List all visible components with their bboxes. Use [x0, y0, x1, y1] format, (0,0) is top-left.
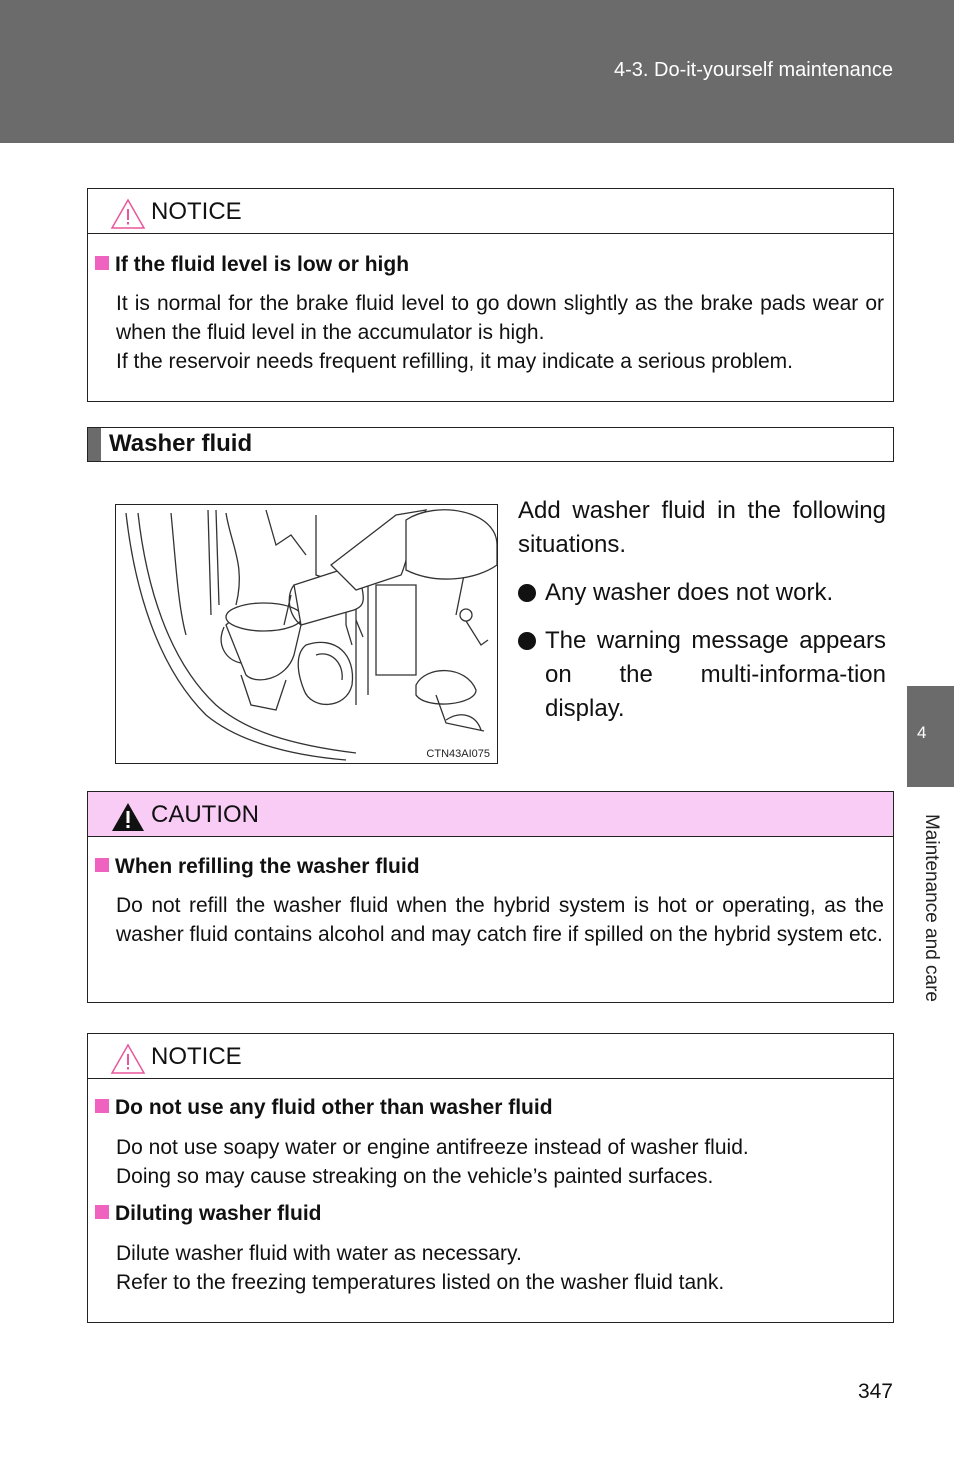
notice-item-title: Diluting washer fluid [95, 1202, 322, 1226]
washer-fluid-illustration [115, 504, 498, 764]
section-title-washer-fluid: Washer fluid [109, 430, 253, 457]
notice-line: Do not use soapy water or engine antifreeze instead of washer fluid. [116, 1136, 749, 1159]
notice-paragraph [116, 1239, 884, 1297]
notice-header [88, 1034, 893, 1079]
chapter-label: Maintenance and care [921, 813, 942, 1002]
caution-label: CAUTION [151, 801, 259, 828]
warning-triangle-outline-icon [110, 198, 146, 230]
chapter-number: 4 [917, 723, 927, 742]
caution-text: Do not refill the washer fluid when the hybrid system is hot or operating, as the washer fluid contains alcohol and may catch fire if spilled on the hybrid system etc. [116, 894, 884, 946]
notice-line: Dilute washer fluid with water as necessary. [116, 1242, 522, 1265]
notice-label: NOTICE [151, 1043, 242, 1070]
notice-header [88, 189, 893, 234]
warning-triangle-filled-icon [110, 801, 146, 833]
page-number: 347 [857, 1380, 893, 1403]
round-bullet-icon [518, 632, 536, 650]
notice-line: If the reservoir needs frequent refilling, it may indicate a serious problem. [116, 350, 793, 373]
pink-square-bullet-icon [95, 1205, 109, 1219]
notice-line: It is normal for the brake fluid level to go down slightly as the brake pads wear or when the fluid level in the accumulator is high. [116, 292, 884, 344]
intro-text: Add washer fluid in the following situations. [518, 497, 886, 558]
caution-box-refilling [87, 791, 894, 1003]
notice-item-title: If the fluid level is low or high [95, 253, 409, 277]
notice-line: Refer to the freezing temperatures listed on the washer fluid tank. [116, 1271, 725, 1294]
pink-square-bullet-icon [95, 1099, 109, 1113]
notice-box-washer-fluid [87, 1033, 894, 1323]
pink-square-bullet-icon [95, 858, 109, 872]
section-title: 4-3. Do-it-yourself maintenance [613, 59, 893, 81]
pink-square-bullet-icon [95, 256, 109, 270]
figure-code: CTN43AI075 [426, 748, 490, 760]
round-bullet-icon [518, 584, 536, 602]
notice-paragraph [116, 289, 884, 376]
warning-triangle-outline-icon [110, 1043, 146, 1075]
caution-header [88, 792, 893, 837]
washer-fluid-intro [518, 494, 886, 740]
section-heading [87, 427, 894, 462]
notice-label: NOTICE [151, 198, 242, 225]
caution-paragraph [116, 891, 884, 949]
list-item: Any washer does not work. [518, 576, 886, 610]
list-item: The warning message appears on the multi-informa-tion display. [518, 624, 886, 726]
notice-paragraph [116, 1133, 884, 1191]
notice-line: Doing so may cause streaking on the vehicle’s painted surfaces. [116, 1165, 714, 1188]
engine-bay-drawing [116, 505, 497, 763]
notice-box-fluid-level [87, 188, 894, 402]
chapter-tab [907, 686, 954, 787]
section-accent [88, 428, 101, 461]
page-header [0, 0, 954, 143]
caution-item-title: When refilling the washer fluid [95, 855, 420, 879]
notice-item-title: Do not use any fluid other than washer fluid [95, 1096, 553, 1120]
